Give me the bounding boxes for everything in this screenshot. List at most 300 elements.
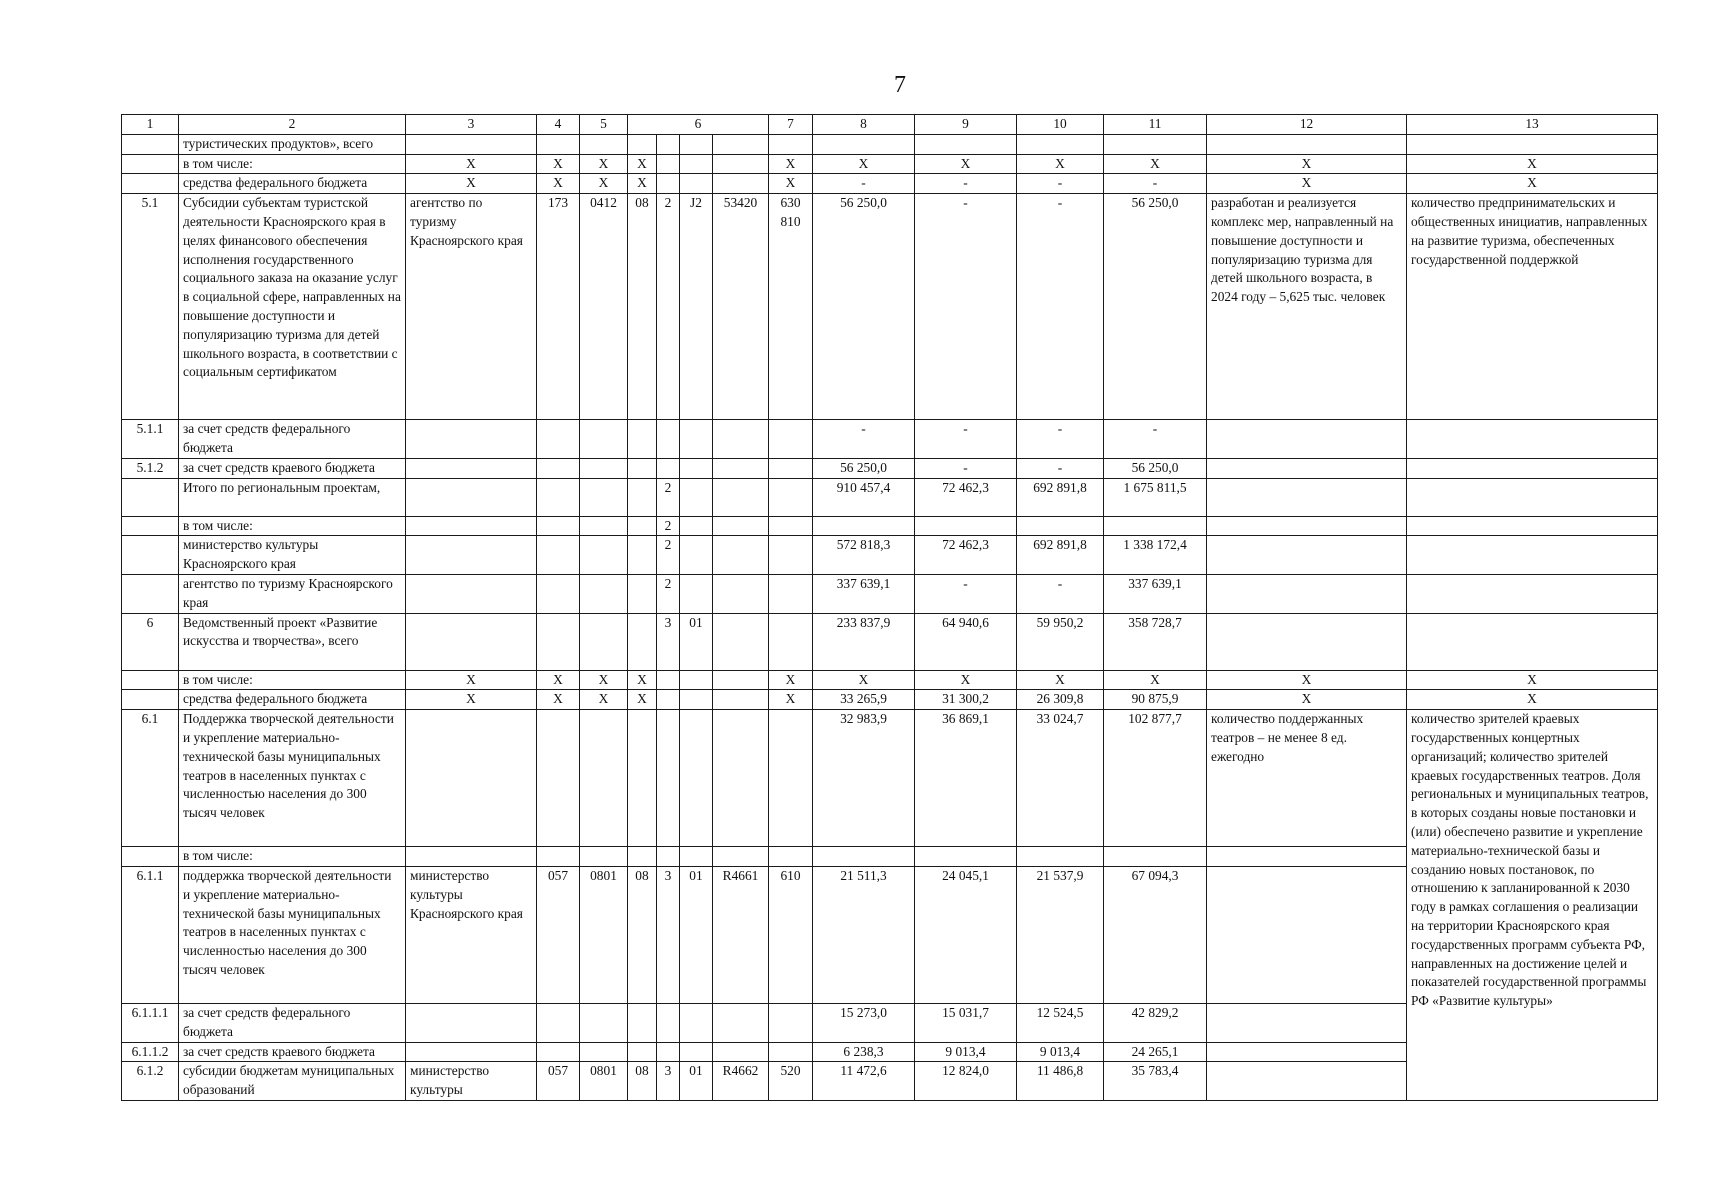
- cell-c8: 910 457,4: [813, 478, 915, 516]
- cell-c2: за счет средств федерального бюджета: [179, 1003, 406, 1042]
- cell-c12: [1207, 847, 1407, 867]
- cell-c10: X: [1017, 154, 1104, 174]
- cell-c1: 6.1.1.1: [122, 1003, 179, 1042]
- cell-c7: X: [769, 690, 813, 710]
- cell-c3: [406, 458, 537, 478]
- cell-c10: 59 950,2: [1017, 613, 1104, 670]
- cell-c8: X: [813, 154, 915, 174]
- cell-c1: 6.1: [122, 710, 179, 847]
- cell-c5: [580, 516, 628, 536]
- cell-c6b: 3: [657, 866, 680, 1003]
- table-row: [122, 536, 1658, 575]
- cell-c2: Поддержка творческой деятельности и укрепление материально-технической базы муниципальных театров в населенных пунктах с численностью населения до 300 тысяч человек: [179, 710, 406, 847]
- cell-c6b: 2: [657, 516, 680, 536]
- cell-c2: средства федерального бюджета: [179, 690, 406, 710]
- cell-c5: [580, 1003, 628, 1042]
- cell-c10: [1017, 516, 1104, 536]
- cell-c3: [406, 516, 537, 536]
- cell-c3: [406, 420, 537, 459]
- cell-c6b: 3: [657, 1062, 680, 1101]
- cell-c7: [769, 1003, 813, 1042]
- cell-c11: -: [1104, 420, 1207, 459]
- cell-c6c: 01: [680, 1062, 713, 1101]
- cell-c3: X: [406, 690, 537, 710]
- cell-c6d: [713, 516, 769, 536]
- cell-c6a: [628, 574, 657, 613]
- cell-c5: [580, 574, 628, 613]
- header-cell: 10: [1017, 115, 1104, 135]
- cell-c6a: [628, 1042, 657, 1062]
- cell-c11: 1 675 811,5: [1104, 478, 1207, 516]
- cell-c6a: X: [628, 174, 657, 194]
- table-row: [122, 154, 1658, 174]
- cell-c6c: [680, 174, 713, 194]
- cell-c13: количество зрителей краевых государственных концертных организаций; количество зрителей краевых государственных театров. Доля региональных и муниципальных театров, в которых созданы новые постановки и (или) обеспечено развитие и укрепление материально-технической базы и созданию новых постановок, по отношению к запланированной к 2030 году в рамках соглашения о реализации на территории Красноярского края государственных программ субъекта РФ, направленных на достижение целей и показателей государственной программы РФ «Развитие культуры»: [1407, 710, 1658, 1101]
- cell-c6d: [713, 613, 769, 670]
- cell-c6c: [680, 458, 713, 478]
- cell-c7: 520: [769, 1062, 813, 1101]
- cell-c4: [537, 536, 580, 575]
- cell-c11: [1104, 847, 1207, 867]
- cell-c6b: [657, 1042, 680, 1062]
- header-cell: 13: [1407, 115, 1658, 135]
- cell-c8: [813, 134, 915, 154]
- cell-c5: X: [580, 174, 628, 194]
- cell-c12: [1207, 458, 1407, 478]
- cell-c6c: [680, 710, 713, 847]
- header-cell: 6: [628, 115, 769, 135]
- cell-c9: X: [915, 154, 1017, 174]
- cell-c7: X: [769, 154, 813, 174]
- cell-c6c: [680, 670, 713, 690]
- cell-c4: [537, 1042, 580, 1062]
- cell-c5: [580, 1042, 628, 1062]
- cell-c8: 32 983,9: [813, 710, 915, 847]
- cell-c6b: [657, 847, 680, 867]
- cell-c11: [1104, 134, 1207, 154]
- cell-c10: 11 486,8: [1017, 1062, 1104, 1101]
- cell-c3: [406, 613, 537, 670]
- cell-c12: [1207, 536, 1407, 575]
- cell-c1: [122, 174, 179, 194]
- cell-c11: -: [1104, 174, 1207, 194]
- cell-c9: 72 462,3: [915, 536, 1017, 575]
- cell-c6a: X: [628, 154, 657, 174]
- cell-c5: X: [580, 670, 628, 690]
- cell-c4: [537, 420, 580, 459]
- cell-c10: [1017, 134, 1104, 154]
- cell-c5: X: [580, 154, 628, 174]
- cell-c9: 12 824,0: [915, 1062, 1017, 1101]
- cell-c2: за счет средств федерального бюджета: [179, 420, 406, 459]
- cell-c3: министерство культуры: [406, 1062, 537, 1101]
- cell-c6a: [628, 1003, 657, 1042]
- cell-c12: [1207, 478, 1407, 516]
- cell-c3: [406, 847, 537, 867]
- cell-c6d: [713, 174, 769, 194]
- budget-table: [121, 114, 1658, 1101]
- cell-c9: 72 462,3: [915, 478, 1017, 516]
- cell-c6d: [713, 154, 769, 174]
- cell-c6c: [680, 134, 713, 154]
- cell-c6a: [628, 134, 657, 154]
- cell-c6a: [628, 847, 657, 867]
- cell-c1: [122, 690, 179, 710]
- cell-c10: X: [1017, 670, 1104, 690]
- table-row: [122, 420, 1658, 459]
- cell-c11: 358 728,7: [1104, 613, 1207, 670]
- cell-c12: [1207, 134, 1407, 154]
- cell-c6d: [713, 458, 769, 478]
- cell-c6a: [628, 478, 657, 516]
- cell-c6b: 2: [657, 574, 680, 613]
- cell-c7: [769, 574, 813, 613]
- cell-c9: -: [915, 420, 1017, 459]
- cell-c6a: [628, 710, 657, 847]
- cell-c1: [122, 670, 179, 690]
- header-cell: 1: [122, 115, 179, 135]
- cell-c9: -: [915, 458, 1017, 478]
- cell-c7: [769, 710, 813, 847]
- table-row: [122, 174, 1658, 194]
- cell-c12: [1207, 1062, 1407, 1101]
- cell-c11: X: [1104, 670, 1207, 690]
- cell-c7: X: [769, 174, 813, 194]
- cell-c6d: [713, 1042, 769, 1062]
- cell-c7: [769, 613, 813, 670]
- cell-c12: X: [1207, 154, 1407, 174]
- table-row: [122, 690, 1658, 710]
- cell-c7: 630 810: [769, 194, 813, 420]
- cell-c8: 6 238,3: [813, 1042, 915, 1062]
- cell-c5: [580, 536, 628, 575]
- cell-c6b: [657, 670, 680, 690]
- cell-c1: 6.1.2: [122, 1062, 179, 1101]
- cell-c4: [537, 847, 580, 867]
- cell-c6d: [713, 574, 769, 613]
- table-row: [122, 574, 1658, 613]
- cell-c13: [1407, 613, 1658, 670]
- cell-c9: X: [915, 670, 1017, 690]
- cell-c11: 56 250,0: [1104, 194, 1207, 420]
- cell-c11: 90 875,9: [1104, 690, 1207, 710]
- cell-c10: -: [1017, 420, 1104, 459]
- cell-c1: 5.1: [122, 194, 179, 420]
- cell-c6a: [628, 420, 657, 459]
- cell-c5: [580, 420, 628, 459]
- cell-c2: в том числе:: [179, 847, 406, 867]
- header-cell: 12: [1207, 115, 1407, 135]
- cell-c3: [406, 134, 537, 154]
- cell-c6b: [657, 1003, 680, 1042]
- cell-c7: [769, 516, 813, 536]
- cell-c13: [1407, 574, 1658, 613]
- cell-c12: [1207, 1042, 1407, 1062]
- cell-c9: [915, 516, 1017, 536]
- cell-c6c: [680, 847, 713, 867]
- cell-c4: 173: [537, 194, 580, 420]
- cell-c1: [122, 847, 179, 867]
- header-cell: 5: [580, 115, 628, 135]
- cell-c2: в том числе:: [179, 516, 406, 536]
- cell-c6a: [628, 516, 657, 536]
- cell-c8: X: [813, 670, 915, 690]
- cell-c2: средства федерального бюджета: [179, 174, 406, 194]
- header-cell: 8: [813, 115, 915, 135]
- cell-c1: [122, 516, 179, 536]
- cell-c6a: [628, 536, 657, 575]
- cell-c5: [580, 458, 628, 478]
- cell-c8: [813, 516, 915, 536]
- cell-c4: [537, 516, 580, 536]
- cell-c6a: [628, 458, 657, 478]
- cell-c6b: 2: [657, 536, 680, 575]
- cell-c8: 11 472,6: [813, 1062, 915, 1101]
- cell-c10: [1017, 847, 1104, 867]
- cell-c1: 5.1.1: [122, 420, 179, 459]
- table-row: [122, 613, 1658, 670]
- cell-c9: [915, 134, 1017, 154]
- cell-c3: X: [406, 174, 537, 194]
- cell-c11: 102 877,7: [1104, 710, 1207, 847]
- cell-c2: агентство по туризму Красноярского края: [179, 574, 406, 613]
- cell-c4: [537, 478, 580, 516]
- cell-c7: X: [769, 670, 813, 690]
- header-cell: 7: [769, 115, 813, 135]
- cell-c11: X: [1104, 154, 1207, 174]
- cell-c9: 24 045,1: [915, 866, 1017, 1003]
- cell-c9: -: [915, 174, 1017, 194]
- cell-c6b: 2: [657, 194, 680, 420]
- cell-c11: [1104, 516, 1207, 536]
- header-cell: 2: [179, 115, 406, 135]
- cell-c10: 33 024,7: [1017, 710, 1104, 847]
- cell-c6a: [628, 613, 657, 670]
- cell-c2: Итого по региональным проектам,: [179, 478, 406, 516]
- cell-c6a: 08: [628, 1062, 657, 1101]
- cell-c12: [1207, 420, 1407, 459]
- cell-c2: за счет средств краевого бюджета: [179, 1042, 406, 1062]
- cell-c12: [1207, 574, 1407, 613]
- cell-c7: [769, 536, 813, 575]
- cell-c8: 56 250,0: [813, 458, 915, 478]
- cell-c4: [537, 134, 580, 154]
- cell-c6b: [657, 420, 680, 459]
- cell-c1: [122, 154, 179, 174]
- cell-c5: 0801: [580, 1062, 628, 1101]
- cell-c9: 64 940,6: [915, 613, 1017, 670]
- cell-c5: X: [580, 690, 628, 710]
- cell-c6d: [713, 134, 769, 154]
- cell-c6c: [680, 154, 713, 174]
- cell-c8: [813, 847, 915, 867]
- cell-c8: 21 511,3: [813, 866, 915, 1003]
- cell-c9: [915, 847, 1017, 867]
- cell-c4: [537, 1003, 580, 1042]
- cell-c5: [580, 478, 628, 516]
- cell-c3: министерство культуры Красноярского края: [406, 866, 537, 1003]
- cell-c1: 6.1.1: [122, 866, 179, 1003]
- cell-c7: [769, 847, 813, 867]
- cell-c9: 15 031,7: [915, 1003, 1017, 1042]
- cell-c2: в том числе:: [179, 154, 406, 174]
- cell-c8: 337 639,1: [813, 574, 915, 613]
- cell-c10: 26 309,8: [1017, 690, 1104, 710]
- cell-c9: 9 013,4: [915, 1042, 1017, 1062]
- cell-c8: 572 818,3: [813, 536, 915, 575]
- cell-c6d: [713, 690, 769, 710]
- cell-c1: [122, 536, 179, 575]
- cell-c7: [769, 478, 813, 516]
- cell-c6c: J2: [680, 194, 713, 420]
- cell-c6b: [657, 710, 680, 847]
- cell-c6b: [657, 458, 680, 478]
- cell-c5: [580, 134, 628, 154]
- cell-c9: -: [915, 194, 1017, 420]
- table-row: [122, 194, 1658, 420]
- cell-c5: [580, 847, 628, 867]
- cell-c13: X: [1407, 690, 1658, 710]
- cell-c13: [1407, 458, 1658, 478]
- cell-c8: 15 273,0: [813, 1003, 915, 1042]
- cell-c6d: [713, 478, 769, 516]
- cell-c7: 610: [769, 866, 813, 1003]
- header-row: [122, 115, 1658, 135]
- cell-c1: [122, 134, 179, 154]
- cell-c2: Субсидии субъектам туристской деятельности Красноярского края в целях финансового обеспечения исполнения государственного социального заказа на оказание услуг в социальной сфере, направленных на повышение доступности и популяризацию туризма для детей школьного возраста, в соответствии с социальным сертификатом: [179, 194, 406, 420]
- cell-c10: 12 524,5: [1017, 1003, 1104, 1042]
- cell-c3: [406, 1003, 537, 1042]
- cell-c6d: [713, 670, 769, 690]
- cell-c9: 36 869,1: [915, 710, 1017, 847]
- cell-c3: X: [406, 670, 537, 690]
- cell-c1: 6.1.1.2: [122, 1042, 179, 1062]
- cell-c6b: 3: [657, 613, 680, 670]
- cell-c11: 35 783,4: [1104, 1062, 1207, 1101]
- cell-c13: количество предпринимательских и общественных инициатив, направленных на развитие туризма, обеспеченных государственной поддержкой: [1407, 194, 1658, 420]
- cell-c6c: [680, 1042, 713, 1062]
- cell-c10: 21 537,9: [1017, 866, 1104, 1003]
- cell-c10: -: [1017, 574, 1104, 613]
- header-cell: 11: [1104, 115, 1207, 135]
- cell-c2: Ведомственный проект «Развитие искусства и творчества», всего: [179, 613, 406, 670]
- cell-c12: количество поддержанных театров – не менее 8 ед. ежегодно: [1207, 710, 1407, 847]
- cell-c12: X: [1207, 690, 1407, 710]
- cell-c10: 9 013,4: [1017, 1042, 1104, 1062]
- cell-c6c: 01: [680, 866, 713, 1003]
- cell-c6c: [680, 420, 713, 459]
- table-row: [122, 134, 1658, 154]
- cell-c6c: [680, 574, 713, 613]
- cell-c13: [1407, 420, 1658, 459]
- cell-c1: 6: [122, 613, 179, 670]
- cell-c7: [769, 1042, 813, 1062]
- cell-c6a: X: [628, 690, 657, 710]
- cell-c12: [1207, 516, 1407, 536]
- cell-c3: [406, 574, 537, 613]
- cell-c4: X: [537, 690, 580, 710]
- cell-c3: [406, 1042, 537, 1062]
- cell-c12: [1207, 613, 1407, 670]
- cell-c6b: [657, 134, 680, 154]
- cell-c6b: [657, 174, 680, 194]
- cell-c2: за счет средств краевого бюджета: [179, 458, 406, 478]
- cell-c6c: 01: [680, 613, 713, 670]
- cell-c12: разработан и реализуется комплекс мер, направленный на повышение доступности и популяризацию туризма для детей школьного возраста, в 2024 году – 5,625 тыс. человек: [1207, 194, 1407, 420]
- cell-c6d: [713, 710, 769, 847]
- cell-c13: [1407, 536, 1658, 575]
- cell-c1: 5.1.2: [122, 458, 179, 478]
- table-row: [122, 458, 1658, 478]
- cell-c6c: [680, 1003, 713, 1042]
- cell-c6c: [680, 690, 713, 710]
- table-row: [122, 710, 1658, 847]
- cell-c10: 692 891,8: [1017, 478, 1104, 516]
- cell-c3: [406, 536, 537, 575]
- cell-c6d: [713, 420, 769, 459]
- cell-c5: 0412: [580, 194, 628, 420]
- cell-c4: 057: [537, 866, 580, 1003]
- cell-c13: [1407, 516, 1658, 536]
- cell-c6c: [680, 516, 713, 536]
- cell-c6c: [680, 536, 713, 575]
- cell-c7: [769, 458, 813, 478]
- cell-c8: 56 250,0: [813, 194, 915, 420]
- table-row: [122, 516, 1658, 536]
- cell-c4: [537, 613, 580, 670]
- cell-c13: [1407, 134, 1658, 154]
- cell-c3: X: [406, 154, 537, 174]
- cell-c12: X: [1207, 174, 1407, 194]
- cell-c2: туристических продуктов», всего: [179, 134, 406, 154]
- cell-c11: 42 829,2: [1104, 1003, 1207, 1042]
- cell-c5: [580, 613, 628, 670]
- cell-c9: -: [915, 574, 1017, 613]
- cell-c1: [122, 574, 179, 613]
- cell-c2: министерство культуры Красноярского края: [179, 536, 406, 575]
- cell-c4: X: [537, 670, 580, 690]
- cell-c6c: [680, 478, 713, 516]
- cell-c7: [769, 420, 813, 459]
- cell-c6a: 08: [628, 866, 657, 1003]
- cell-c4: [537, 574, 580, 613]
- cell-c5: [580, 710, 628, 847]
- cell-c8: 33 265,9: [813, 690, 915, 710]
- cell-c6d: [713, 847, 769, 867]
- cell-c4: X: [537, 174, 580, 194]
- cell-c6d: 53420: [713, 194, 769, 420]
- cell-c6d: [713, 536, 769, 575]
- cell-c13: X: [1407, 174, 1658, 194]
- cell-c10: 692 891,8: [1017, 536, 1104, 575]
- cell-c6a: X: [628, 670, 657, 690]
- cell-c2: в том числе:: [179, 670, 406, 690]
- cell-c2: поддержка творческой деятельности и укрепление материально-технической базы муниципальных театров в населенных пунктах с численностью населения до 300 тысяч человек: [179, 866, 406, 1003]
- cell-c6d: R4661: [713, 866, 769, 1003]
- cell-c13: X: [1407, 670, 1658, 690]
- header-cell: 4: [537, 115, 580, 135]
- cell-c7: [769, 134, 813, 154]
- header-cell: 9: [915, 115, 1017, 135]
- cell-c12: [1207, 1003, 1407, 1042]
- cell-c3: агентство по туризму Красноярского края: [406, 194, 537, 420]
- cell-c10: -: [1017, 458, 1104, 478]
- cell-c6a: 08: [628, 194, 657, 420]
- cell-c11: 67 094,3: [1104, 866, 1207, 1003]
- cell-c4: [537, 458, 580, 478]
- cell-c4: [537, 710, 580, 847]
- table-row: [122, 670, 1658, 690]
